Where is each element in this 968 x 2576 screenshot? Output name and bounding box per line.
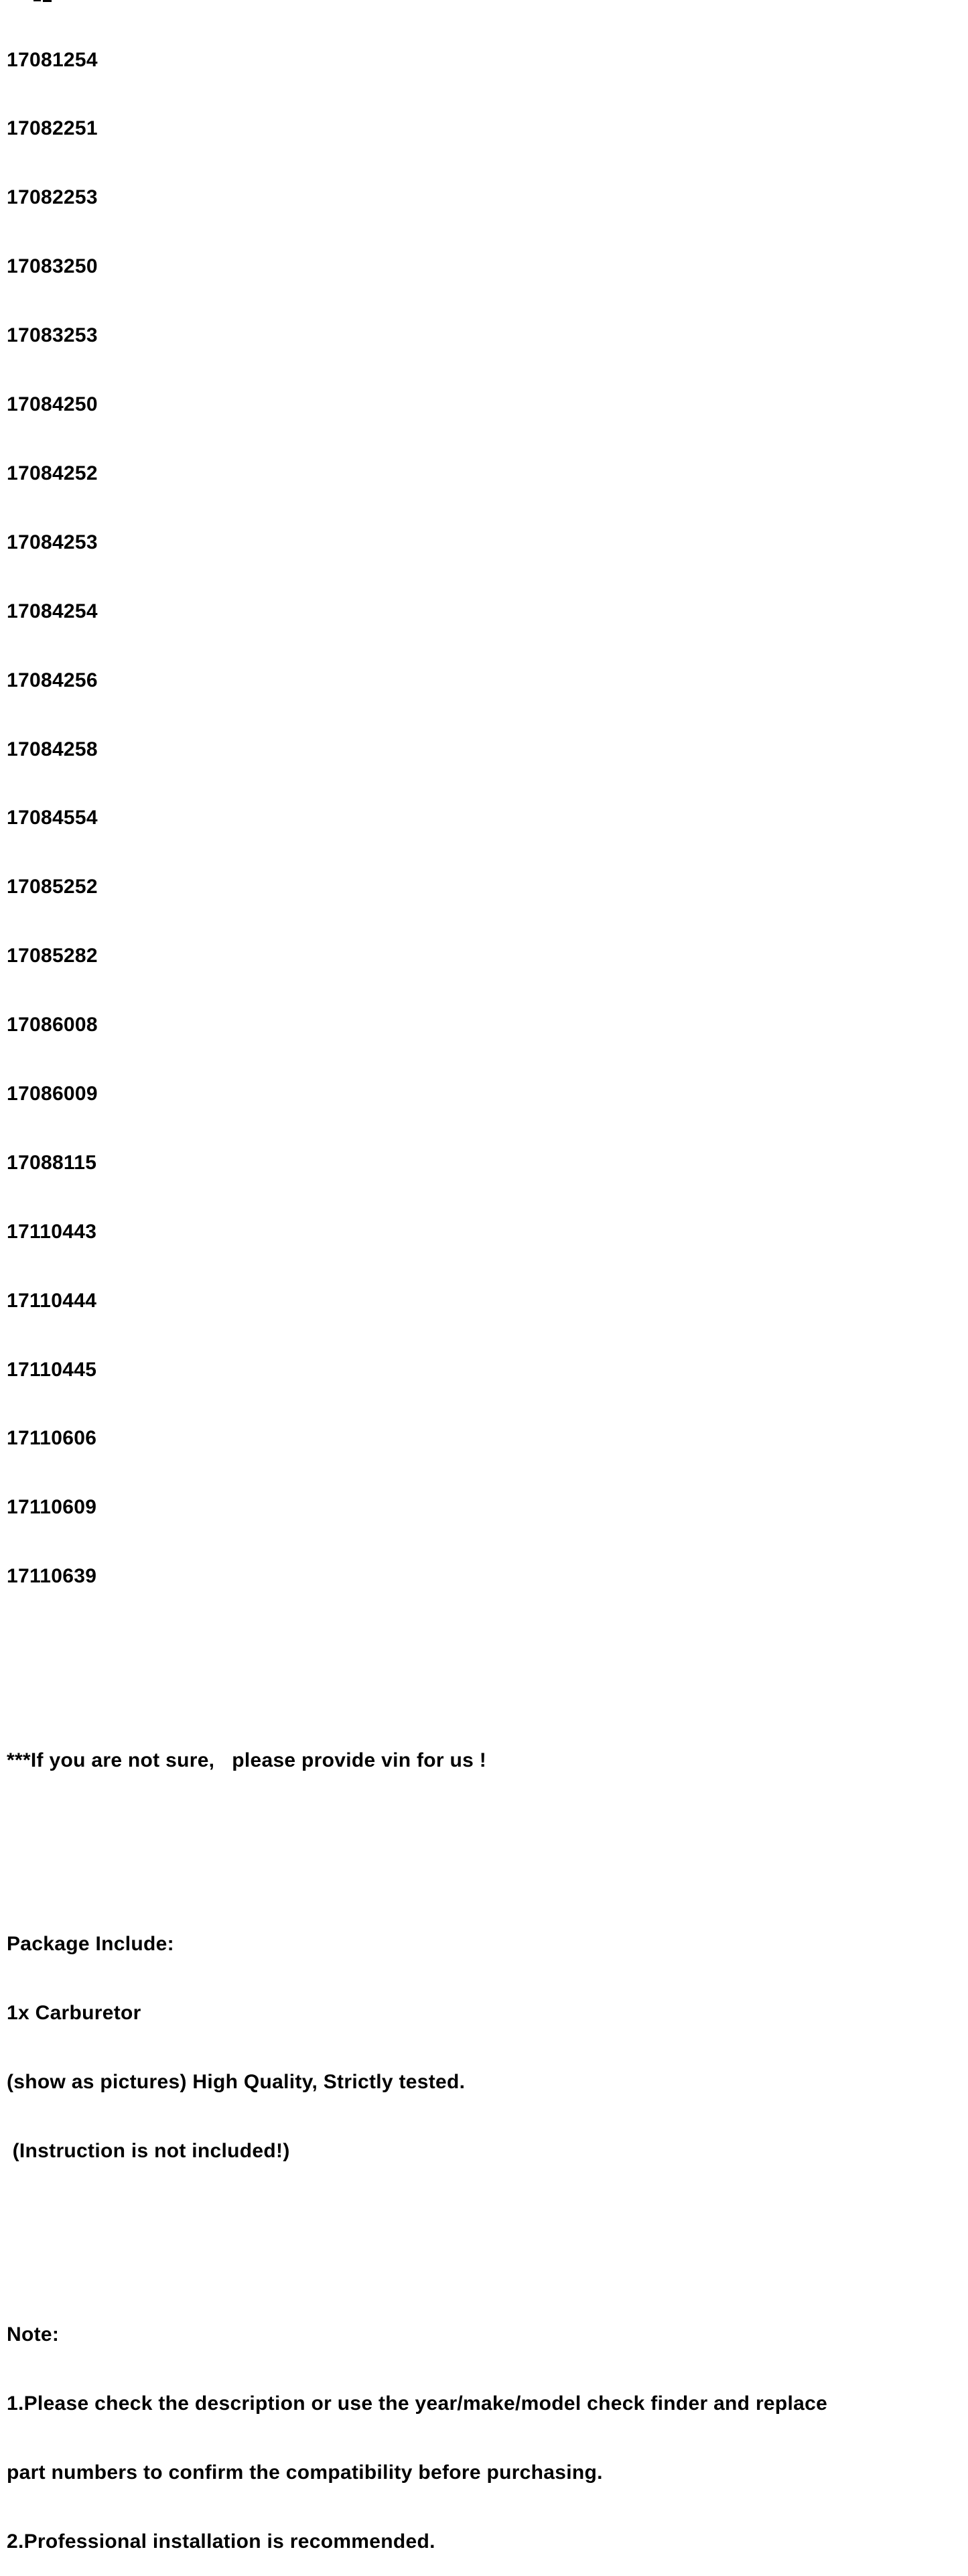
part-number: 17110444 <box>7 1289 97 1312</box>
note-heading: Note: <box>7 2323 60 2346</box>
clipped-text-artifact <box>33 0 41 1</box>
part-number: 17085282 <box>7 945 98 967</box>
vin-note: ***If you are not sure, please provide vin for us ! <box>7 1749 487 1771</box>
part-number: 17083250 <box>7 255 98 278</box>
note-line: part numbers to confirm the compatibility before purchasing. <box>7 2461 603 2484</box>
note-line: 1.Please check the description or use the year/make/model check finder and replace <box>7 2392 828 2415</box>
part-number: 17084258 <box>7 738 98 760</box>
product-description <box>7 3 827 2576</box>
part-number: 17084253 <box>7 531 98 553</box>
part-number: 17110639 <box>7 1565 97 1588</box>
part-number: 17088115 <box>7 1151 97 1174</box>
package-item: (show as pictures) High Quality, Strictly tested. <box>7 2070 466 2093</box>
part-number: 17084554 <box>7 807 98 829</box>
part-number: 17084254 <box>7 600 98 622</box>
package-include-heading: Package Include: <box>7 1932 174 1955</box>
spacer-line <box>7 1657 827 1680</box>
note-line: 2.Professional installation is recommended. <box>7 2530 435 2553</box>
package-item: (Instruction is not included!) <box>7 2139 290 2162</box>
part-number: 17084250 <box>7 393 98 416</box>
spacer-line <box>7 2232 827 2254</box>
part-number: 17085252 <box>7 876 98 898</box>
clipped-text-artifact <box>43 0 52 2</box>
part-number: 17110445 <box>7 1358 97 1381</box>
part-number: 17110606 <box>7 1427 97 1450</box>
spacer-line <box>7 1841 827 1864</box>
package-item: 1x Carburetor <box>7 2001 141 2024</box>
part-number: 17082253 <box>7 186 98 209</box>
part-number: 17110443 <box>7 1220 97 1243</box>
part-number: 17086009 <box>7 1082 98 1105</box>
part-number: 17083253 <box>7 324 98 347</box>
part-number: 17086008 <box>7 1014 98 1036</box>
part-number: 17110609 <box>7 1496 97 1519</box>
part-number: 17081254 <box>7 48 98 71</box>
part-number: 17084256 <box>7 669 98 691</box>
part-number: 17082251 <box>7 117 98 140</box>
part-number: 17084252 <box>7 462 98 484</box>
